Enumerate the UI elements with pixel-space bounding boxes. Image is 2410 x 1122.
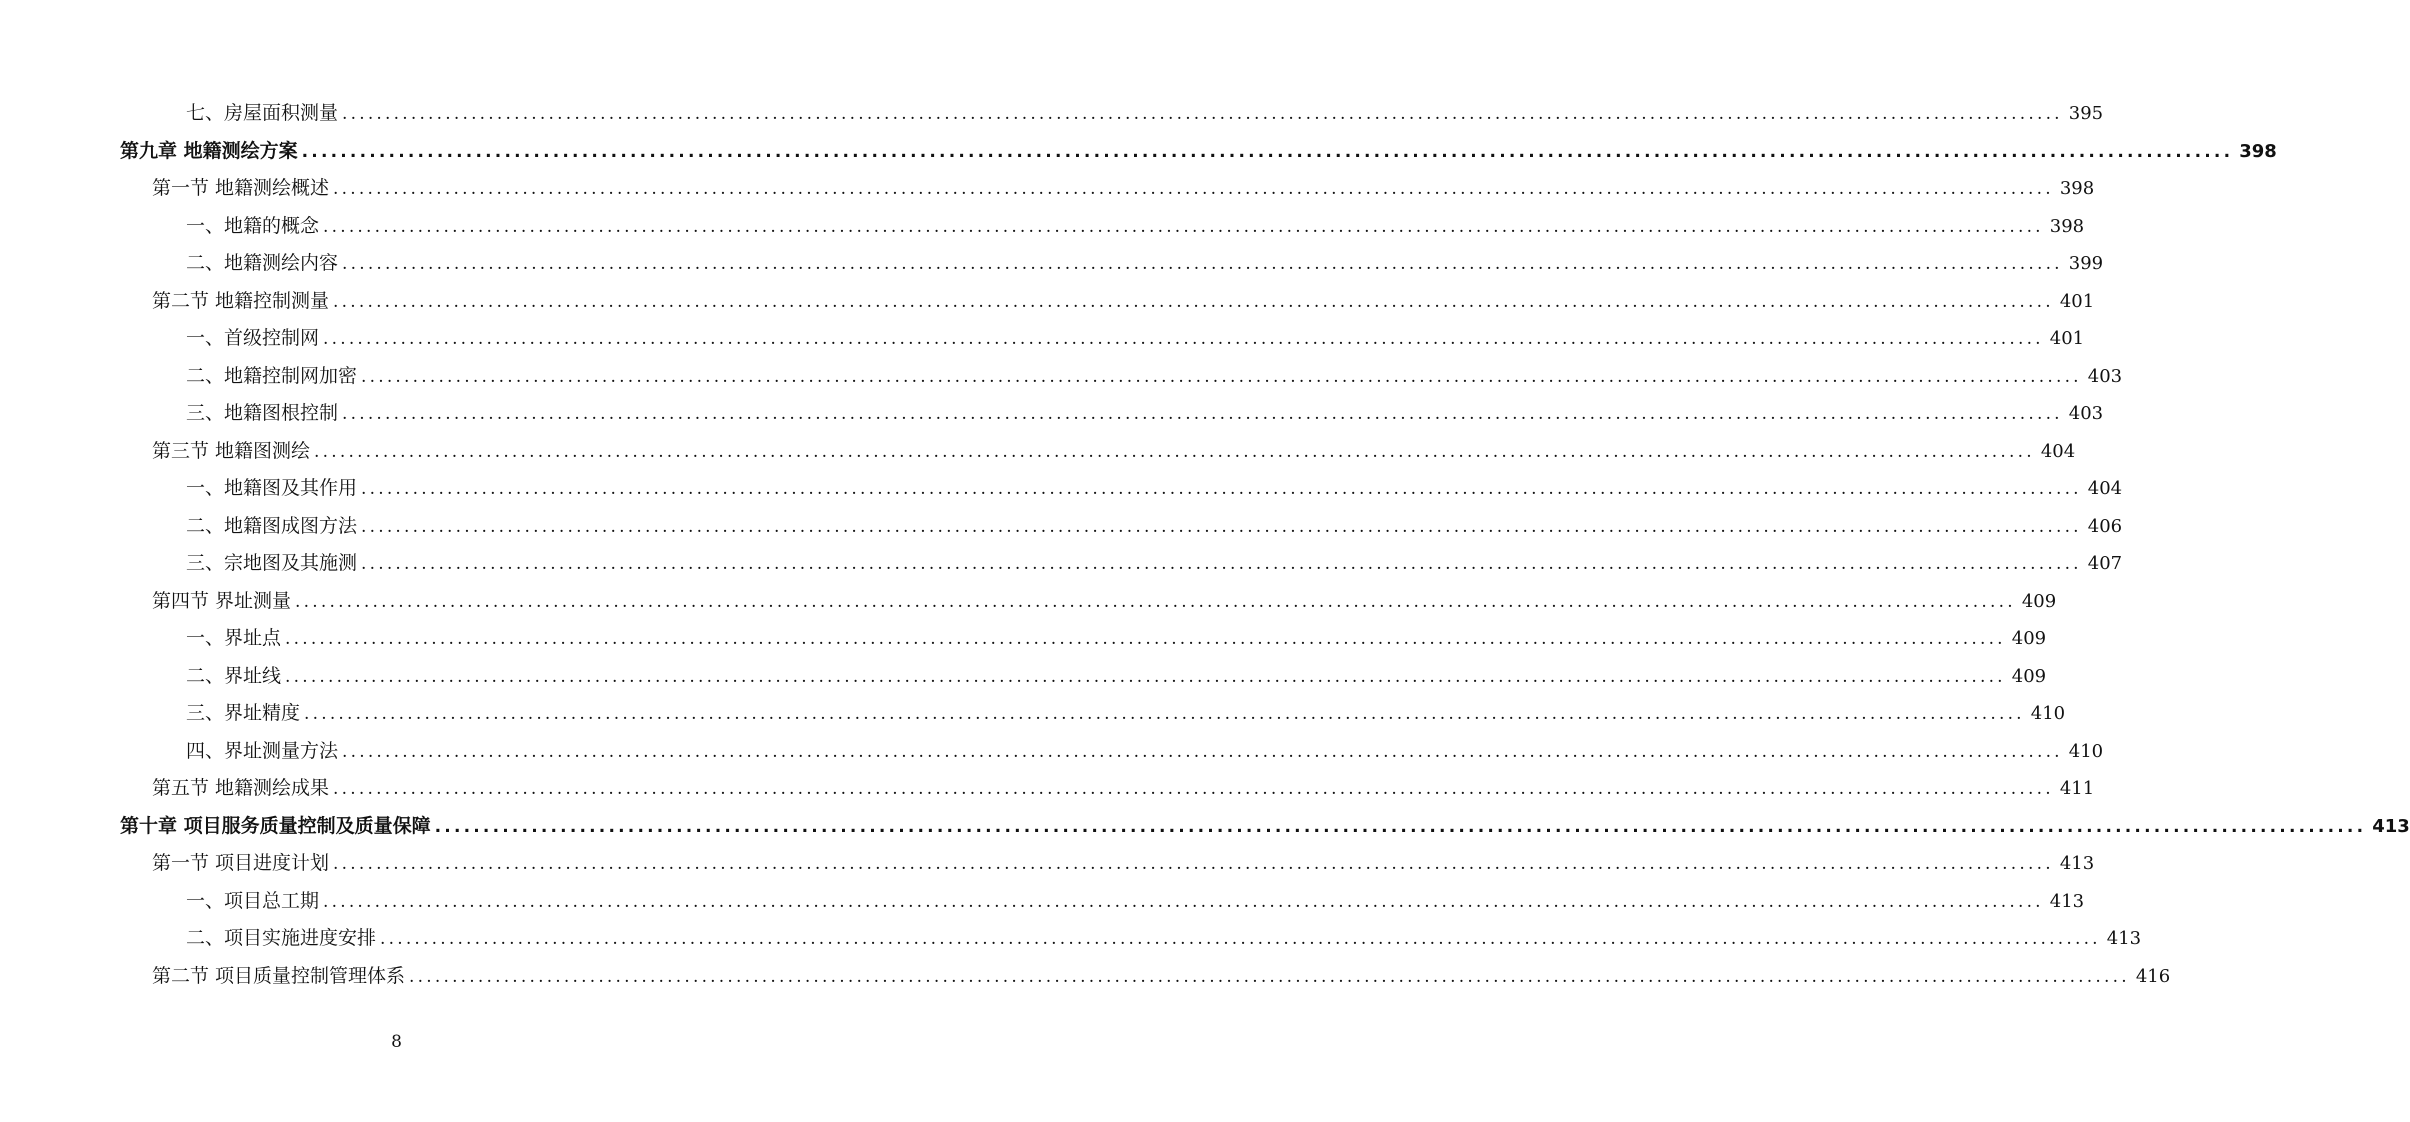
toc-entry[interactable] [120,138,2277,164]
toc-entry[interactable] [186,700,2066,726]
toc-entry[interactable] [186,888,2085,914]
toc-entry[interactable] [152,288,2095,314]
toc-entry-page: 399 [2068,253,2104,274]
toc-entry-label: 二、地籍控制网加密 [186,365,358,387]
toc-entry-page: 403 [2087,366,2123,387]
dot-leader: ........................................................................................................................................................................................................ [314,442,2035,462]
toc-entry[interactable] [152,175,2095,201]
toc-entry-page: 410 [2068,741,2104,762]
toc-entry-label: 一、首级控制网 [186,327,320,349]
toc-entry-page: 398 [2059,178,2095,199]
toc-entry[interactable] [186,550,2123,576]
toc-entry-label: 二、地籍测绘内容 [186,252,339,274]
toc-entry[interactable] [152,775,2095,801]
dot-leader: ........................................................................................................................................................................................................ [323,329,2044,349]
dot-leader: ........................................................................................................................................................................................................ [434,817,2367,837]
toc-entry-label: 第十章 项目服务质量控制及质量保障 [120,815,431,837]
dot-leader: ........................................................................................................................................................................................................ [342,404,2063,424]
toc-entry-page: 398 [2239,141,2277,162]
toc-entry[interactable] [186,475,2123,501]
dot-leader: ........................................................................................................................................................................................................ [380,929,2101,949]
toc-entry-label: 第九章 地籍测绘方案 [120,140,298,162]
toc-entry-page: 395 [2068,103,2104,124]
dot-leader: ........................................................................................................................................................................................................ [333,292,2054,312]
dot-leader: ........................................................................................................................................................................................................ [361,517,2082,537]
toc-entry-page: 401 [2049,328,2085,349]
dot-leader: ........................................................................................................................................................................................................ [301,142,2234,162]
toc-entry-page: 411 [2059,778,2095,799]
dot-leader: ........................................................................................................................................................................................................ [342,742,2063,762]
toc-entry[interactable] [186,625,2047,651]
toc-entry[interactable] [152,438,2076,464]
toc-entry-label: 第一节 项目进度计划 [152,852,330,874]
toc-entry-label: 二、项目实施进度安排 [186,927,377,949]
toc-entry-page: 410 [2030,703,2066,724]
dot-leader: ........................................................................................................................................................................................................ [304,704,2025,724]
toc-entry-label: 一、界址点 [186,627,282,649]
toc-entry-label: 第四节 界址测量 [152,590,292,612]
dot-leader: ........................................................................................................................................................................................................ [333,779,2054,799]
dot-leader: ........................................................................................................................................................................................................ [295,592,2016,612]
dot-leader: ........................................................................................................................................................................................................ [342,254,2063,274]
toc-entry[interactable] [186,213,2085,239]
toc-entry[interactable] [186,663,2047,689]
toc-entry-page: 404 [2087,478,2123,499]
toc-entry-page: 406 [2087,516,2123,537]
toc-entry-label: 第一节 地籍测绘概述 [152,177,330,199]
toc-entry-label: 四、界址测量方法 [186,740,339,762]
dot-leader: ........................................................................................................................................................................................................ [361,554,2082,574]
toc-entry-label: 第三节 地籍图测绘 [152,440,311,462]
dot-leader: ........................................................................................................................................................................................................ [285,667,2006,687]
toc-entry-label: 第五节 地籍测绘成果 [152,777,330,799]
toc-entry[interactable] [186,400,2104,426]
toc-entry[interactable] [186,738,2104,764]
toc-entry-page: 409 [2021,591,2057,612]
toc-entry[interactable] [120,813,2410,839]
toc-entry-page: 413 [2372,816,2410,837]
toc-entry-label: 二、地籍图成图方法 [186,515,358,537]
toc-entry-label: 一、项目总工期 [186,890,320,912]
toc-entry-label: 一、地籍图及其作用 [186,477,358,499]
toc-entry-page: 403 [2068,403,2104,424]
toc-entry-label: 第二节 项目质量控制管理体系 [152,965,406,987]
toc-entry[interactable] [152,588,2057,614]
toc-entry[interactable] [152,963,2171,989]
toc-entry[interactable] [186,325,2085,351]
dot-leader: ........................................................................................................................................................................................................ [323,892,2044,912]
toc-entry-page: 409 [2011,628,2047,649]
toc-entry[interactable] [186,363,2123,389]
dot-leader: ........................................................................................................................................................................................................ [361,479,2082,499]
toc-entry-label: 三、地籍图根控制 [186,402,339,424]
toc-entry-label: 二、界址线 [186,665,282,687]
toc-entry[interactable] [186,925,2142,951]
toc-entry[interactable] [186,513,2123,539]
toc-entry-page: 404 [2040,441,2076,462]
toc-entry-label: 三、宗地图及其施测 [186,552,358,574]
toc-entry[interactable] [186,250,2104,276]
toc-entry[interactable] [152,850,2095,876]
dot-leader: ........................................................................................................................................................................................................ [361,367,2082,387]
toc-entry-label: 七、房屋面积测量 [186,102,339,124]
dot-leader: ........................................................................................................................................................................................................ [342,104,2063,124]
toc-entry-label: 三、界址精度 [186,702,301,724]
dot-leader: ........................................................................................................................................................................................................ [409,967,2130,987]
toc-entry-page: 407 [2087,553,2123,574]
toc-entry-label: 第二节 地籍控制测量 [152,290,330,312]
page-number: 8 [391,1032,402,1052]
toc-entry-page: 413 [2049,891,2085,912]
dot-leader: ........................................................................................................................................................................................................ [323,217,2044,237]
toc-entry-label: 一、地籍的概念 [186,215,320,237]
toc-entry-page: 416 [2135,966,2171,987]
toc-entry-page: 401 [2059,291,2095,312]
dot-leader: ........................................................................................................................................................................................................ [333,854,2054,874]
toc-entry-page: 398 [2049,216,2085,237]
dot-leader: ........................................................................................................................................................................................................ [333,179,2054,199]
dot-leader: ........................................................................................................................................................................................................ [285,629,2006,649]
toc-entry-page: 413 [2059,853,2095,874]
toc-entry-page: 409 [2011,666,2047,687]
toc-entry[interactable] [186,100,2104,126]
toc-entry-page: 413 [2106,928,2142,949]
